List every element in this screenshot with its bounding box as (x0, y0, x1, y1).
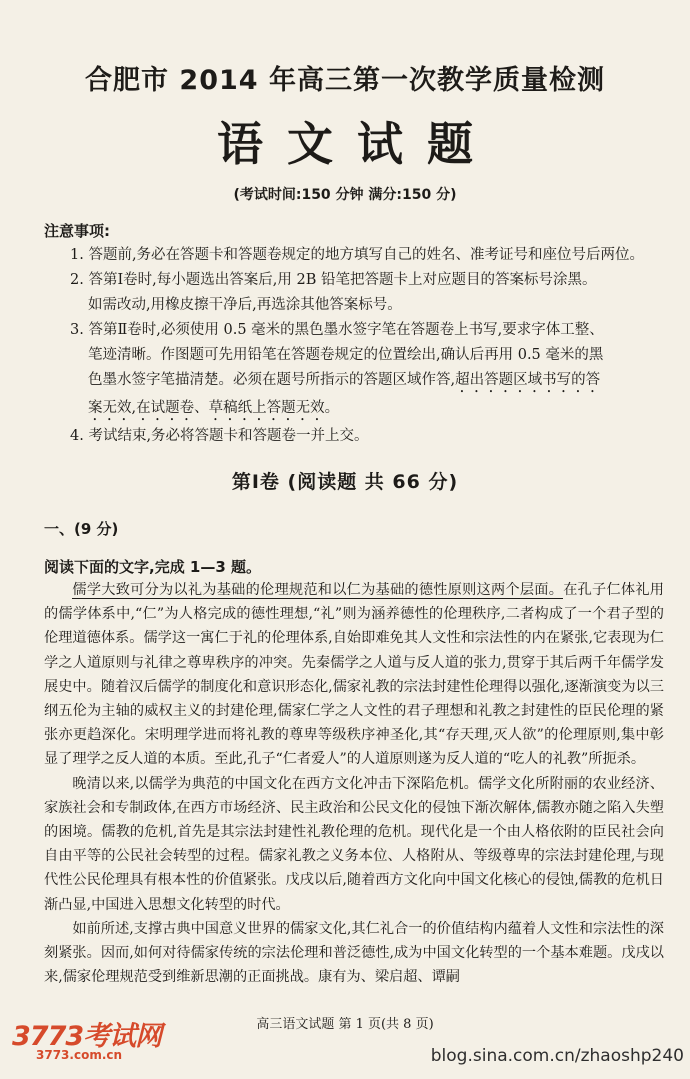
reading-instruction: 阅读下面的文字,完成 1—3 题。 (44, 558, 262, 576)
emphasized-text: 案无效,在试题卷、草稿纸上答题无效。 (88, 400, 340, 416)
notice-item (70, 268, 670, 318)
notice-item-text: 色墨水签字笔描清楚。必须在题号所指示的答题区域作答, (88, 372, 456, 388)
exam-info: (考试时间:150 分钟 满分:150 分) (233, 187, 457, 203)
passage-paragraph: 晚清以来,以儒学为典范的中国文化在西方文化冲击下深陷危机。儒学文化所附丽的农业经济、家族社会和专制政体,在西方市场经济、民主政治和公民文化的侵蚀下渐次解体,儒教亦随之陷入失塑的困境。儒教的危机,首先是其宗法封建性礼教伦理的危机。现代化是一个由人格依附的臣民社会向自由平等的公民社会转型的过程。儒家礼教之义务本位、人格附从、等级尊卑的宗法封建伦理,与现代性公民伦理具有根本性的价值紧张。戊戌以后,随着西方文化向中国文化核心的侵蚀,儒教的危机日渐凸显,中国进入思想文化转型的时代。 (44, 775, 664, 913)
reading-passage (44, 578, 664, 989)
page-footer: 高三语文试题 第 1 页(共 8 页) (256, 1017, 434, 1032)
site-logo-url: 3773.com.cn (36, 1048, 123, 1062)
exam-title: 合肥市 2014 年高三第一次教学质量检测 (85, 65, 605, 96)
blog-watermark: blog.sina.com.cn/zhaoshp240 (430, 1046, 684, 1066)
notice-heading: 注意事项: (44, 222, 110, 240)
notice-item (70, 424, 670, 449)
notice-item-text: 4. 考试结束,务必将答题卡和答题卷一并上交。 (70, 428, 369, 444)
notice-item-text: 3. 答第Ⅱ卷时,必须使用 0.5 毫米的黑色墨水签字笔在答题卷上书写,要求字体工整、 (70, 322, 604, 338)
subject-title: 语文试题 (217, 117, 497, 171)
notice-list (70, 243, 670, 449)
site-logo: 3773考试网 (12, 1021, 162, 1052)
notice-item-text: 2. 答第Ⅰ卷时,每小题选出答案后,用 2B 铅笔把答题卡上对应题目的答案标号涂黑。 (70, 272, 597, 288)
emphasized-text: 超出答题区域书写的答 (455, 372, 601, 388)
part-title: 一、(9 分) (44, 520, 119, 538)
passage-paragraph (44, 578, 664, 772)
paragraph-text: 在孔子仁体礼用的儒学体系中,“仁”为人格完成的德性理想,“礼”则为涵养德性的伦理秩序,二者构成了一个君子型的伦理道德体系。儒学这一寓仁于礼的伦理体系,自始即难免其人文性和宗法性的内在紧张,它表现为仁学之人道原则与礼律之尊卑秩序的冲突。先秦儒学之人道与反人道的张力,贯穿于其后两千年儒学发展史中。随着汉后儒学的制度化和意识形态化,儒家礼教的宗法封建性伦理得以强化,逐渐演变为以三纲五伦为主轴的威权主义的封建伦理,儒家仁学之人文性的君子理想和礼教之封建性的臣民伦理的紧张亦更趋深化。宋明理学进而将礼教的尊卑等级秩序神圣化,其“存天理,灭人欲”的伦理原则,集中彰显了理学之反人道的本质。至此,孔子“仁者爱人”的人道原则遂为反人道的“吃人的礼教”所扼杀。 (44, 582, 664, 768)
notice-item-continuation: 如需改动,用橡皮擦干净后,再选涂其他答案标号。 (88, 297, 402, 313)
notice-item (70, 243, 670, 268)
passage-paragraph: 如前所述,支撑古典中国意义世界的儒家文化,其仁礼合一的价值结构内蕴着人文性和宗法性的深刻紧张。因而,如何对待儒家传统的宗法伦理和普泛德性,成为中国文化转型的一个基本难题。戊戌以来,儒家伦理规范受到维新思潮的正面挑战。康有为、梁启超、谭嗣 (44, 920, 664, 986)
notice-item-continuation: 笔迹清晰。作图题可先用铅笔在答题卷规定的位置绘出,确认后再用 0.5 毫米的黑 (88, 347, 604, 363)
underlined-sentence: 儒学大致可分为以礼为基础的伦理规范和以仁为基础的德性原则这两个层面。 (72, 582, 564, 598)
section-title: 第Ⅰ卷 (阅读题 共 66 分) (231, 471, 459, 493)
notice-item (70, 318, 670, 424)
notice-item-continuation (70, 368, 670, 396)
notice-item-text: 1. 答题前,务必在答题卡和答题卷规定的地方填写自己的姓名、准考证号和座位号后两位。 (70, 247, 645, 263)
